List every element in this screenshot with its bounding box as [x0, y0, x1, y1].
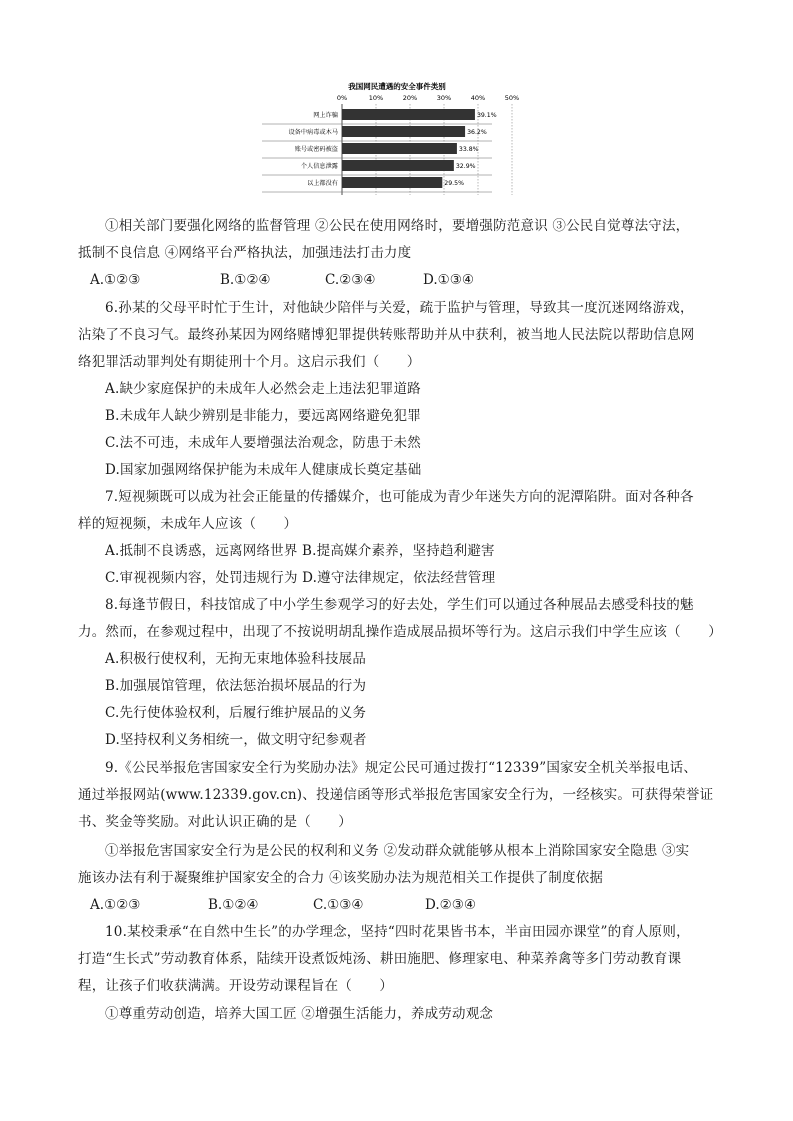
x-tick-label: 20% [402, 94, 418, 102]
q9-statement-line-2: 施该办法有利于凝聚维护国家安全的合力 ④该奖励办法为规范相关工作提供了制度依据 [78, 870, 604, 886]
value-label: 39.1% [476, 112, 497, 119]
q6-stem-line-1: 6.孙某的父母平时忙于生计，对他缺少陪伴与关爱，疏于监护与管理，导致其一度沉迷网络游戏， [105, 300, 694, 316]
q6-stem-line-3: 络犯罪活动罪判处有期徒刑十个月。这启示我们（ ） [78, 354, 421, 370]
q9-stem-line-2: 通过举报网站(www.12339.gov.cn)、投递信函等形式举报危害国家安全行为，一经核实。可获得荣誉证 [78, 787, 714, 803]
q9-options [90, 895, 476, 915]
q9-option-a[interactable]: A.①②③ [90, 897, 141, 913]
q9-option-b[interactable]: B.①②④ [208, 897, 259, 913]
q8-stem-line-2: 力。然而，在参观过程中，出现了不按说明胡乱操作造成展品损坏等行为。这启示我们中学生应该（ ） [78, 624, 722, 640]
q8-option-d[interactable]: D.坚持权利义务相统一，做文明守纪参观者 [105, 732, 367, 748]
q9-statement-line-1: ①举报危害国家安全行为是公民的权利和义务 ②发动群众就能够从根本上消除国家安全隐患 ③实 [105, 843, 690, 859]
q6-option-d[interactable]: D.国家加强网络保护能为未成年人健康成长奠定基础 [105, 462, 422, 478]
security-incident-bar-chart [262, 80, 532, 202]
q7-stem-line-1: 7.短视频既可以成为社会正能量的传播媒介，也可能成为青少年迷失方向的泥潭陷阱。面对各种各 [105, 489, 694, 505]
q9-stem-line-3: 书、奖金等奖励。对此认识正确的是（ ） [78, 814, 352, 830]
x-tick-label: 50% [504, 94, 520, 102]
q9-stem-line-1: 9.《公民举报危害国家安全行为奖励办法》规定公民可通过拨打“12339”国家安全机关举报电话、 [105, 760, 698, 776]
category-label: 设备中病毒或木马 [288, 129, 338, 136]
q6-option-b[interactable]: B.未成年人缺少辨别是非能力，要远离网络避免犯罪 [105, 408, 422, 424]
q5-option-b[interactable]: B.①②④ [220, 272, 271, 288]
q5-statement-line-2: 抵制不良信息 ④网络平台严格执法，加强违法打击力度 [78, 245, 412, 261]
category-label: 个人信息泄露 [300, 163, 338, 170]
value-label: 32.9% [455, 163, 476, 170]
q8-stem-line-1: 8.每逢节假日，科技馆成了中小学生参观学习的好去处，学生们可以通过各种展品去感受科技的魅 [105, 597, 694, 613]
q6-option-a[interactable]: A.缺少家庭保护的未成年人必然会走上违法犯罪道路 [105, 381, 421, 397]
value-label: 29.5% [444, 180, 464, 187]
bar [342, 109, 475, 120]
q5-statement-line-1: ①相关部门要强化网络的监督管理 ②公民在使用网络时，要增强防范意识 ③公民自觉尊法守法， [105, 218, 690, 234]
x-tick-label: 10% [368, 94, 384, 102]
bar [342, 177, 442, 188]
q10-statement-line-1: ①尊重劳动创造，培养大国工匠 ②增强生活能力，养成劳动观念 [105, 1006, 494, 1022]
category-label: 以上都没有 [307, 180, 338, 187]
x-tick-label: 0% [336, 94, 348, 102]
value-label: 33.8% [458, 146, 479, 153]
q8-option-b[interactable]: B.加强展馆管理，依法惩治损坏展品的行为 [105, 678, 367, 694]
q7-options-cd[interactable]: C.审视视频内容，处罚违规行为 D.遵守法律规定，依法经营管理 [105, 570, 496, 586]
category-label: 账号或密码被盗 [294, 146, 338, 153]
value-label: 36.2% [467, 129, 487, 136]
q8-option-c[interactable]: C.先行使体验权利，后履行维护展品的义务 [105, 705, 367, 721]
q7-stem-line-2: 样的短视频，未成年人应该（ ） [78, 516, 298, 532]
q8-option-a[interactable]: A.积极行使权利，无拘无束地体验科技展品 [105, 651, 367, 667]
q5-option-d[interactable]: D.①③④ [423, 272, 474, 288]
q10-stem-line-2: 打造“生长式”劳动教育体系，陆续开设煮饭炖汤、耕田施肥、修理家电、种菜养禽等多门劳动教育课 [78, 951, 682, 967]
q5-options [90, 270, 474, 290]
x-tick-label: 40% [470, 94, 486, 102]
q5-option-a[interactable]: A.①②③ [90, 272, 141, 288]
bar [342, 160, 454, 171]
bar [342, 126, 465, 137]
q10-stem-line-3: 程，让孩子们收获满满。开设劳动课程旨在（ ） [78, 978, 394, 994]
q6-option-c[interactable]: C.法不可违，未成年人要增强法治观念，防患于未然 [105, 435, 421, 451]
q5-option-c[interactable]: C.②③④ [325, 272, 376, 288]
chart-title: 我国网民遭遇的安全事件类别 [348, 82, 446, 91]
category-label: 网上诈骗 [313, 112, 338, 119]
q7-options-ab[interactable]: A.抵制不良诱惑，远离网络世界 B.提高媒介素养，坚持趋利避害 [105, 543, 495, 559]
x-tick-label: 30% [436, 94, 452, 102]
q9-option-d[interactable]: D.②③④ [425, 897, 476, 913]
q6-stem-line-2: 沾染了不良习气。最终孙某因为网络赌博犯罪提供转账帮助并从中获利，被当地人民法院以帮助信息网 [78, 327, 695, 343]
bar [342, 143, 457, 154]
q10-stem-line-1: 10.某校秉承“在自然中生长”的办学理念，坚持“四时花果皆书本，半亩田园亦课堂”的育人原则， [105, 924, 690, 940]
q9-option-c[interactable]: C.①③④ [313, 897, 364, 913]
